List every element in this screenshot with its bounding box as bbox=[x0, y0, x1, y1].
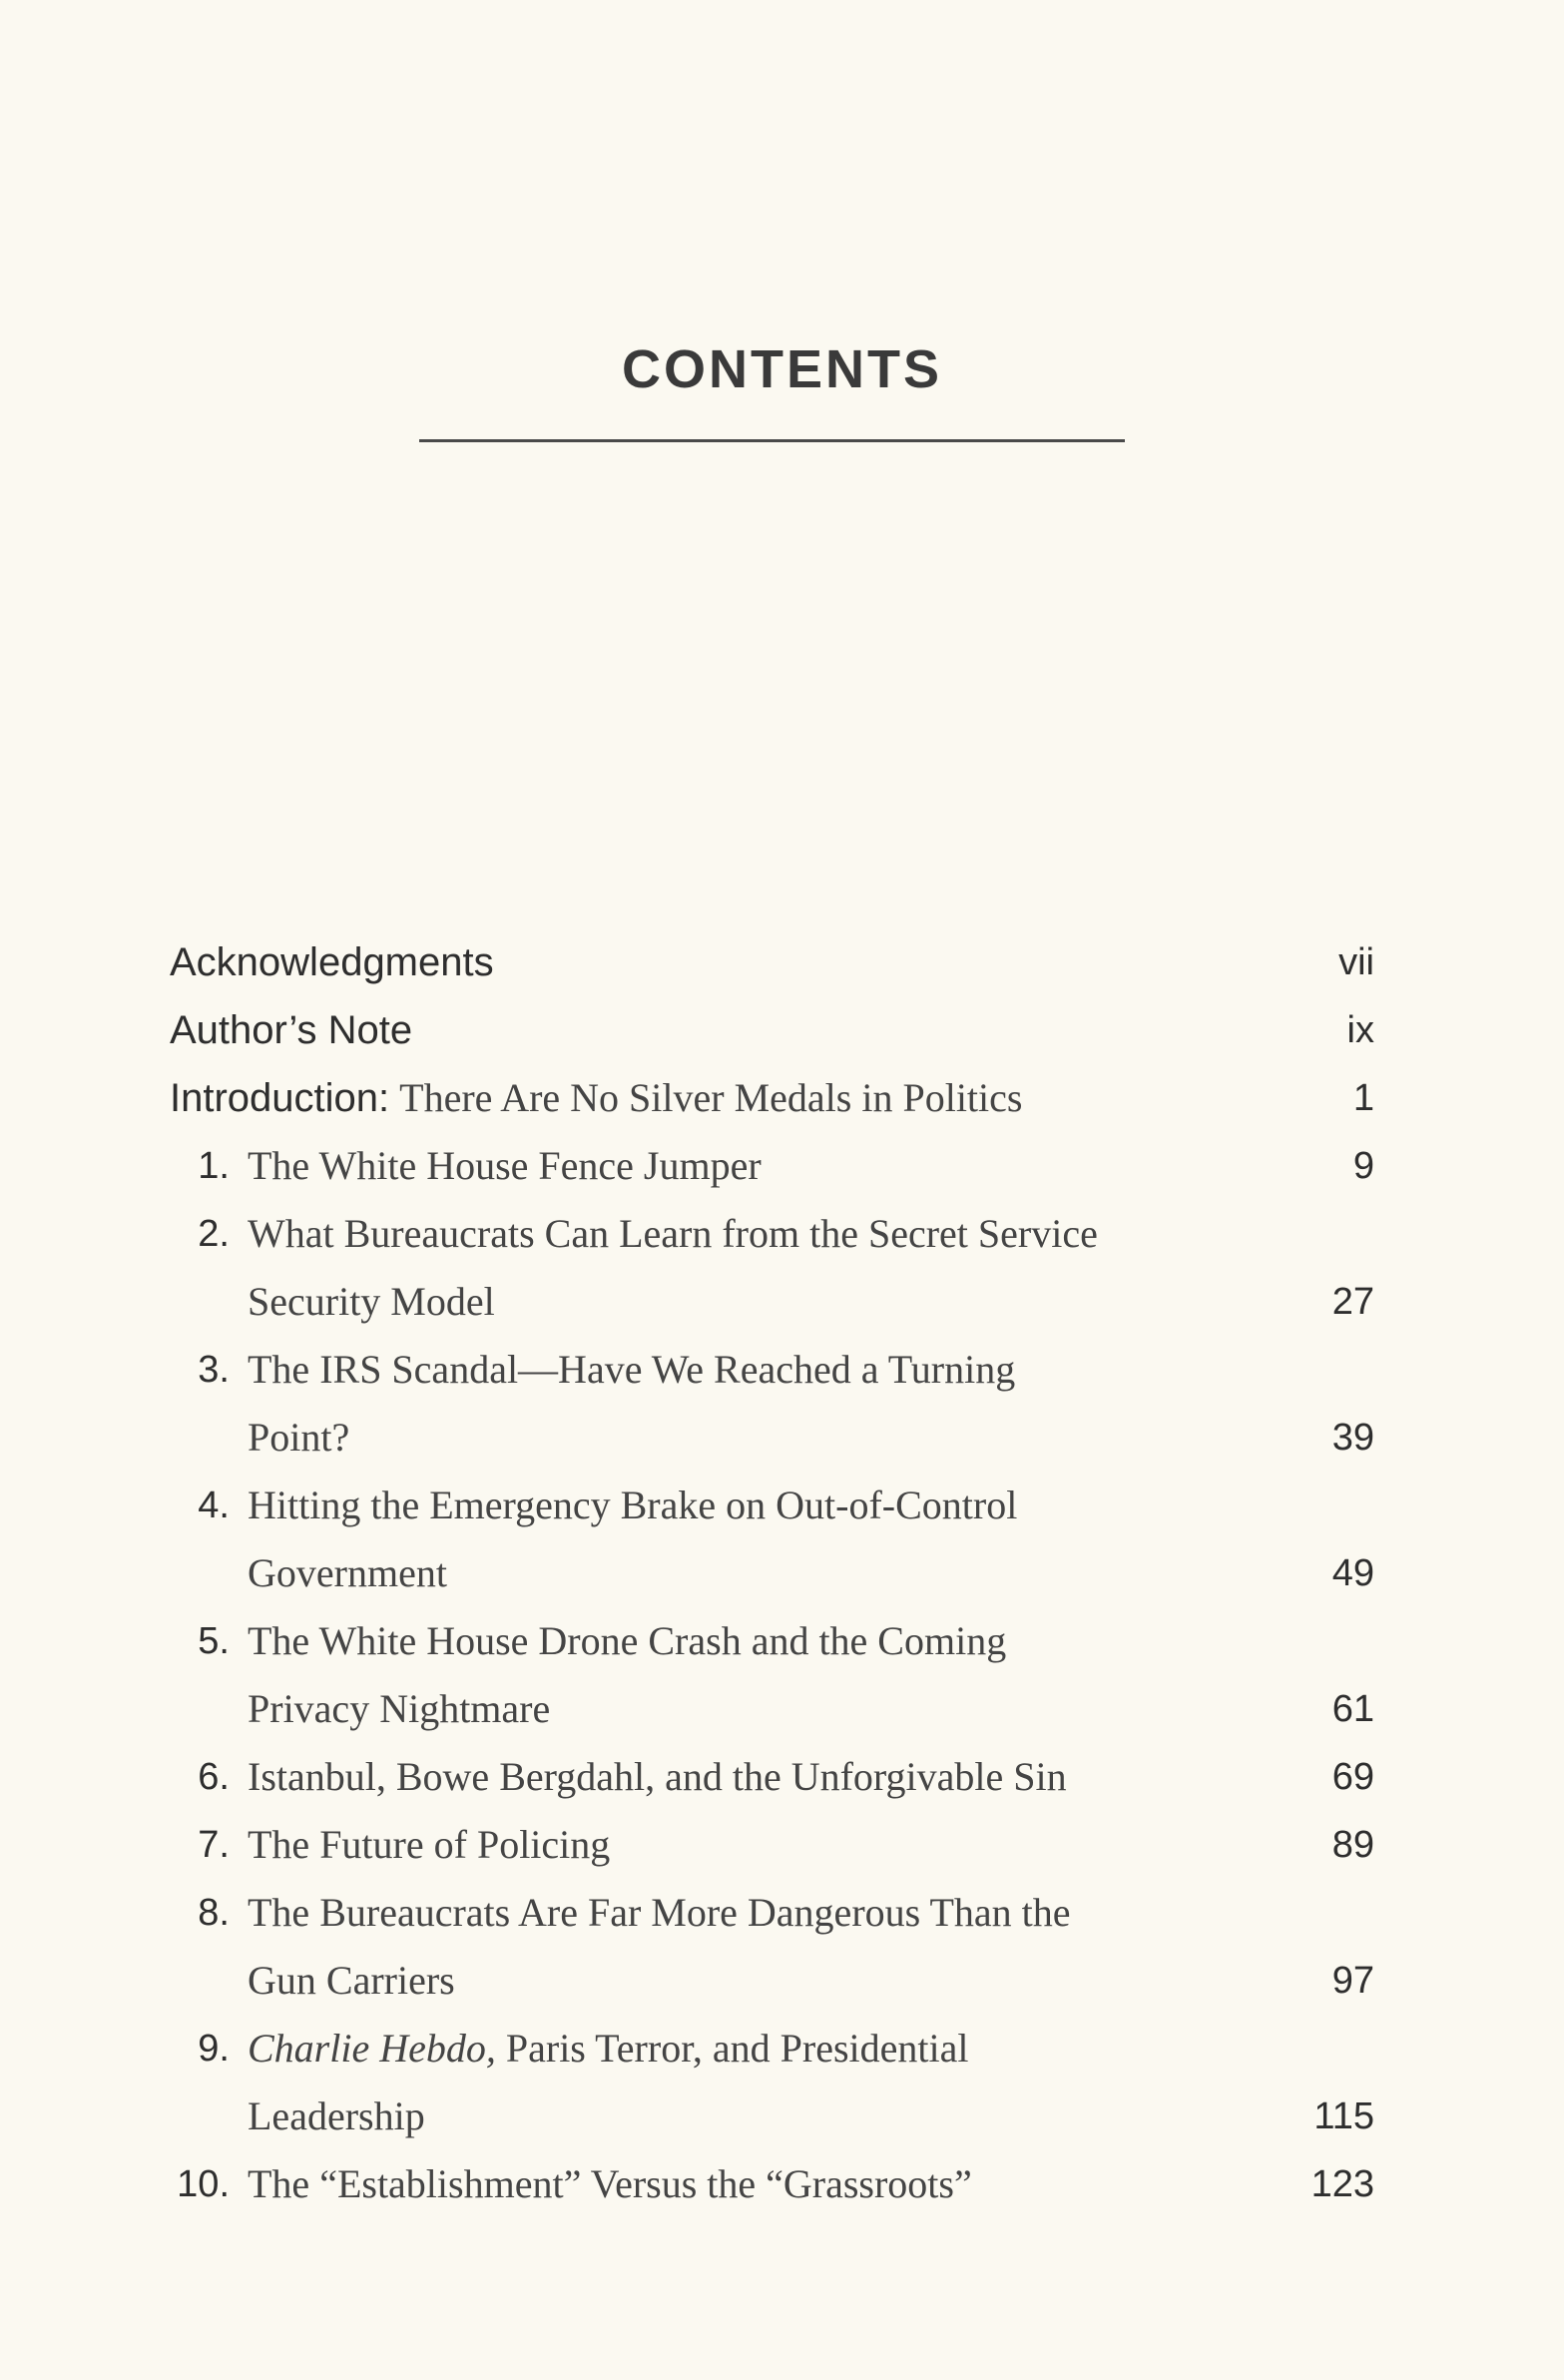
toc-entry-page: 61 bbox=[1331, 1688, 1374, 1730]
toc-entry-label-line-1: What Bureaucrats Can Learn from the Secret Service bbox=[248, 1211, 1098, 1256]
toc-entry-label bbox=[170, 1064, 1022, 1132]
toc-entry-label-line-2: Leadership bbox=[248, 2093, 425, 2138]
toc-entry-label: The “Establishment” Versus the “Grassroots” bbox=[248, 2161, 972, 2206]
toc-entry-label-line-2: Government bbox=[248, 1550, 447, 1595]
toc-entry-label-line-1: The IRS Scandal—Have We Reached a Turning bbox=[248, 1347, 1016, 1392]
chapter-number: 8. bbox=[198, 1892, 230, 1934]
toc-entry-page: vii bbox=[1338, 941, 1374, 983]
chapter-number: 5. bbox=[198, 1620, 230, 1662]
toc-entry-page: 123 bbox=[1310, 2163, 1374, 2205]
chapter-number: 3. bbox=[198, 1349, 230, 1391]
toc-entry-label-rest: Paris Terror, and Presidential bbox=[495, 2026, 969, 2071]
chapter-number: 2. bbox=[198, 1213, 230, 1255]
toc-entry-page: 49 bbox=[1331, 1552, 1374, 1594]
toc-entry-label-line-1: The White House Drone Crash and the Coming bbox=[248, 1618, 1007, 1663]
toc-entry-label-line-2: Security Model bbox=[248, 1279, 495, 1324]
chapter-number: 6. bbox=[198, 1756, 230, 1798]
toc-entry-label-line-2: Privacy Nightmare bbox=[248, 1686, 551, 1731]
toc-entry-page: 89 bbox=[1331, 1824, 1374, 1866]
toc-entry-label: The Future of Policing bbox=[248, 1822, 611, 1867]
toc-entry-page: 39 bbox=[1331, 1417, 1374, 1459]
toc-entry-page: 1 bbox=[1352, 1077, 1374, 1119]
toc-entry-page: 97 bbox=[1331, 1960, 1374, 2002]
toc-entry-label-prefix: Introduction: bbox=[170, 1076, 390, 1120]
chapter-number: 4. bbox=[198, 1485, 230, 1526]
page-title: CONTENTS bbox=[622, 339, 942, 399]
chapter-number: 1. bbox=[198, 1145, 230, 1187]
chapter-number: 7. bbox=[198, 1824, 230, 1866]
toc-entry-label: Istanbul, Bowe Bergdahl, and the Unforgivable Sin bbox=[248, 1754, 1067, 1799]
toc-entry-page: ix bbox=[1346, 1009, 1374, 1051]
toc-entry-label-line-2: Point? bbox=[248, 1415, 350, 1460]
toc-entry-label-line-2: Gun Carriers bbox=[248, 1958, 455, 2003]
toc-entry-page: 9 bbox=[1352, 1145, 1374, 1187]
toc-entry-page: 69 bbox=[1331, 1756, 1374, 1798]
chapter-number: 10. bbox=[177, 2163, 230, 2205]
toc-entry-label-line-1: The Bureaucrats Are Far More Dangerous Than the bbox=[248, 1890, 1071, 1935]
chapter-number: 9. bbox=[198, 2028, 230, 2070]
toc-entry-label-rest: There Are No Silver Medals in Politics bbox=[399, 1075, 1023, 1120]
toc-entry-label-line-1 bbox=[248, 2015, 969, 2082]
toc-entry-page: 27 bbox=[1331, 1281, 1374, 1323]
toc-entry-label: Acknowledgments bbox=[170, 940, 494, 984]
toc-entry-label: Author’s Note bbox=[170, 1008, 413, 1052]
toc-entry-label-italic: Charlie Hebdo, bbox=[248, 2026, 496, 2071]
toc-entry-page: 115 bbox=[1313, 2095, 1374, 2137]
toc-entry-label-line-1: Hitting the Emergency Brake on Out-of-Control bbox=[248, 1483, 1018, 1527]
toc-entry-label: The White House Fence Jumper bbox=[248, 1143, 762, 1188]
